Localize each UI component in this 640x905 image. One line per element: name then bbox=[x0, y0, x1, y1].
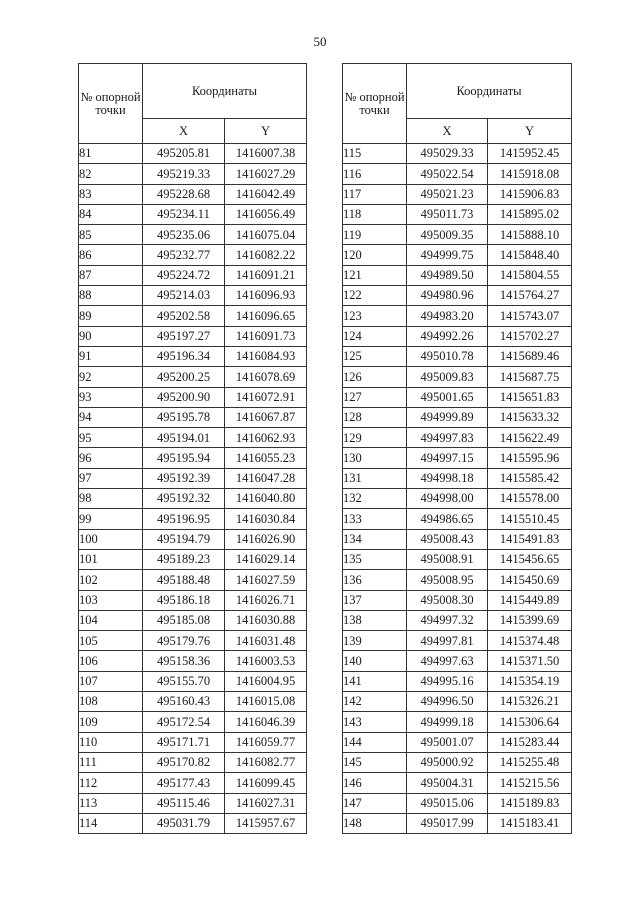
x-coordinate-cell: 495022.54 bbox=[407, 164, 488, 184]
point-number-cell: 88 bbox=[79, 286, 143, 306]
x-coordinate-cell: 495115.46 bbox=[143, 793, 225, 813]
point-number-cell: 148 bbox=[343, 813, 407, 833]
table-row bbox=[343, 346, 572, 366]
y-coordinate-cell: 1416099.45 bbox=[225, 773, 307, 793]
point-number-cell: 101 bbox=[79, 549, 143, 569]
y-coordinate-cell: 1415456.65 bbox=[488, 549, 572, 569]
x-coordinate-cell: 494998.00 bbox=[407, 489, 488, 509]
x-coordinate-cell: 495009.83 bbox=[407, 367, 488, 387]
point-number-cell: 113 bbox=[79, 793, 143, 813]
point-number-cell: 134 bbox=[343, 529, 407, 549]
table-row bbox=[343, 752, 572, 772]
table-row bbox=[343, 509, 572, 529]
table-row bbox=[79, 184, 307, 204]
table-row bbox=[79, 448, 307, 468]
x-coordinate-cell: 495200.90 bbox=[143, 387, 225, 407]
point-number-cell: 114 bbox=[79, 813, 143, 833]
table-body-left bbox=[79, 144, 307, 834]
point-number-cell: 102 bbox=[79, 570, 143, 590]
x-coordinate-cell: 494999.89 bbox=[407, 407, 488, 427]
y-coordinate-cell: 1415585.42 bbox=[488, 468, 572, 488]
x-coordinate-cell: 495158.36 bbox=[143, 651, 225, 671]
x-coordinate-cell: 494997.63 bbox=[407, 651, 488, 671]
x-coordinate-cell: 495224.72 bbox=[143, 265, 225, 285]
y-coordinate-cell: 1415215.56 bbox=[488, 773, 572, 793]
y-coordinate-cell: 1415371.50 bbox=[488, 651, 572, 671]
x-coordinate-cell: 495228.68 bbox=[143, 184, 225, 204]
table-row bbox=[343, 265, 572, 285]
table-row bbox=[343, 489, 572, 509]
x-coordinate-cell: 494997.32 bbox=[407, 610, 488, 630]
x-coordinate-cell: 495189.23 bbox=[143, 549, 225, 569]
y-coordinate-cell: 1415895.02 bbox=[488, 204, 572, 224]
table-row bbox=[343, 306, 572, 326]
point-number-header: № опорной точки bbox=[79, 64, 143, 144]
coordinates-header: Координаты bbox=[143, 64, 307, 119]
y-coordinate-cell: 1416030.88 bbox=[225, 610, 307, 630]
table-row bbox=[343, 286, 572, 306]
table-row bbox=[79, 407, 307, 427]
point-number-cell: 139 bbox=[343, 631, 407, 651]
point-number-cell: 106 bbox=[79, 651, 143, 671]
x-coordinate-cell: 495185.08 bbox=[143, 610, 225, 630]
y-coordinate-cell: 1416056.49 bbox=[225, 204, 307, 224]
table-row bbox=[343, 326, 572, 346]
point-number-cell: 107 bbox=[79, 671, 143, 691]
y-coordinate-cell: 1415689.46 bbox=[488, 346, 572, 366]
point-number-cell: 130 bbox=[343, 448, 407, 468]
x-coordinate-cell: 494997.83 bbox=[407, 428, 488, 448]
point-number-cell: 115 bbox=[343, 144, 407, 164]
x-coordinate-cell: 495029.33 bbox=[407, 144, 488, 164]
table-row bbox=[343, 610, 572, 630]
y-coordinate-cell: 1415374.48 bbox=[488, 631, 572, 651]
x-coordinate-cell: 495188.48 bbox=[143, 570, 225, 590]
table-row bbox=[343, 204, 572, 224]
table-row bbox=[343, 712, 572, 732]
table-row bbox=[79, 671, 307, 691]
y-coordinate-cell: 1416030.84 bbox=[225, 509, 307, 529]
table-row bbox=[343, 367, 572, 387]
y-coordinate-cell: 1415189.83 bbox=[488, 793, 572, 813]
table-row bbox=[343, 407, 572, 427]
table-row bbox=[79, 225, 307, 245]
y-coordinate-cell: 1415888.10 bbox=[488, 225, 572, 245]
x-coordinate-cell: 495195.94 bbox=[143, 448, 225, 468]
x-coordinate-cell: 495008.43 bbox=[407, 529, 488, 549]
table-row bbox=[79, 752, 307, 772]
x-coordinate-cell: 495160.43 bbox=[143, 692, 225, 712]
x-coordinate-cell: 495171.71 bbox=[143, 732, 225, 752]
x-coordinate-cell: 495172.54 bbox=[143, 712, 225, 732]
x-header: X bbox=[407, 119, 488, 144]
x-coordinate-cell: 495010.78 bbox=[407, 346, 488, 366]
y-coordinate-cell: 1416096.65 bbox=[225, 306, 307, 326]
x-coordinate-cell: 495031.79 bbox=[143, 813, 225, 833]
x-coordinate-cell: 494992.26 bbox=[407, 326, 488, 346]
x-coordinate-cell: 495202.58 bbox=[143, 306, 225, 326]
y-coordinate-cell: 1416046.39 bbox=[225, 712, 307, 732]
table-row bbox=[79, 651, 307, 671]
table-row bbox=[79, 813, 307, 833]
point-number-cell: 93 bbox=[79, 387, 143, 407]
y-coordinate-cell: 1415491.83 bbox=[488, 529, 572, 549]
table-row bbox=[343, 570, 572, 590]
point-number-cell: 117 bbox=[343, 184, 407, 204]
x-coordinate-cell: 495008.95 bbox=[407, 570, 488, 590]
point-number-cell: 84 bbox=[79, 204, 143, 224]
x-coordinate-cell: 495001.07 bbox=[407, 732, 488, 752]
point-number-cell: 138 bbox=[343, 610, 407, 630]
table-row bbox=[79, 570, 307, 590]
point-number-cell: 110 bbox=[79, 732, 143, 752]
y-coordinate-cell: 1415764.27 bbox=[488, 286, 572, 306]
point-number-cell: 131 bbox=[343, 468, 407, 488]
y-coordinate-cell: 1416007.38 bbox=[225, 144, 307, 164]
y-coordinate-cell: 1415283.44 bbox=[488, 732, 572, 752]
table-row bbox=[343, 631, 572, 651]
y-coordinate-cell: 1416096.93 bbox=[225, 286, 307, 306]
x-coordinate-cell: 494989.50 bbox=[407, 265, 488, 285]
point-number-cell: 91 bbox=[79, 346, 143, 366]
table-row bbox=[79, 692, 307, 712]
x-coordinate-cell: 495177.43 bbox=[143, 773, 225, 793]
point-number-cell: 129 bbox=[343, 428, 407, 448]
y-coordinate-cell: 1415957.67 bbox=[225, 813, 307, 833]
x-coordinate-cell: 495234.11 bbox=[143, 204, 225, 224]
table-row bbox=[79, 367, 307, 387]
point-number-cell: 104 bbox=[79, 610, 143, 630]
point-number-header: № опорной точки bbox=[343, 64, 407, 144]
point-number-cell: 124 bbox=[343, 326, 407, 346]
point-number-cell: 144 bbox=[343, 732, 407, 752]
point-number-cell: 96 bbox=[79, 448, 143, 468]
x-coordinate-cell: 495017.99 bbox=[407, 813, 488, 833]
table-row bbox=[79, 590, 307, 610]
point-number-cell: 118 bbox=[343, 204, 407, 224]
point-number-cell: 125 bbox=[343, 346, 407, 366]
x-coordinate-cell: 495004.31 bbox=[407, 773, 488, 793]
point-number-cell: 98 bbox=[79, 489, 143, 509]
x-coordinate-cell: 495179.76 bbox=[143, 631, 225, 651]
table-row bbox=[343, 225, 572, 245]
table-row bbox=[79, 164, 307, 184]
y-coordinate-cell: 1416067.87 bbox=[225, 407, 307, 427]
y-coordinate-cell: 1415578.00 bbox=[488, 489, 572, 509]
x-coordinate-cell: 495021.23 bbox=[407, 184, 488, 204]
x-coordinate-cell: 494999.18 bbox=[407, 712, 488, 732]
y-coordinate-cell: 1416055.23 bbox=[225, 448, 307, 468]
y-coordinate-cell: 1416040.80 bbox=[225, 489, 307, 509]
y-coordinate-cell: 1416029.14 bbox=[225, 549, 307, 569]
y-coordinate-cell: 1415255.48 bbox=[488, 752, 572, 772]
y-coordinate-cell: 1415183.41 bbox=[488, 813, 572, 833]
point-number-cell: 83 bbox=[79, 184, 143, 204]
point-number-cell: 123 bbox=[343, 306, 407, 326]
point-number-cell: 109 bbox=[79, 712, 143, 732]
table-row bbox=[79, 428, 307, 448]
point-number-cell: 121 bbox=[343, 265, 407, 285]
x-coordinate-cell: 495219.33 bbox=[143, 164, 225, 184]
x-coordinate-cell: 495195.78 bbox=[143, 407, 225, 427]
x-coordinate-cell: 495015.06 bbox=[407, 793, 488, 813]
y-coordinate-cell: 1416091.21 bbox=[225, 265, 307, 285]
table-row bbox=[79, 265, 307, 285]
y-coordinate-cell: 1416059.77 bbox=[225, 732, 307, 752]
y-coordinate-cell: 1416042.49 bbox=[225, 184, 307, 204]
x-coordinate-cell: 495186.18 bbox=[143, 590, 225, 610]
y-coordinate-cell: 1415906.83 bbox=[488, 184, 572, 204]
x-coordinate-cell: 495192.32 bbox=[143, 489, 225, 509]
table-row bbox=[79, 549, 307, 569]
x-coordinate-cell: 494999.75 bbox=[407, 245, 488, 265]
table-row bbox=[343, 590, 572, 610]
point-number-cell: 108 bbox=[79, 692, 143, 712]
page-number: 50 bbox=[313, 34, 327, 49]
y-coordinate-cell: 1416027.59 bbox=[225, 570, 307, 590]
y-coordinate-cell: 1415633.32 bbox=[488, 407, 572, 427]
y-coordinate-cell: 1415918.08 bbox=[488, 164, 572, 184]
x-coordinate-cell: 494986.65 bbox=[407, 509, 488, 529]
x-coordinate-cell: 494995.16 bbox=[407, 671, 488, 691]
table-row bbox=[343, 529, 572, 549]
table-row bbox=[79, 509, 307, 529]
point-number-cell: 116 bbox=[343, 164, 407, 184]
table-row bbox=[343, 549, 572, 569]
y-coordinate-cell: 1416075.04 bbox=[225, 225, 307, 245]
point-number-cell: 90 bbox=[79, 326, 143, 346]
point-number-cell: 142 bbox=[343, 692, 407, 712]
point-number-cell: 94 bbox=[79, 407, 143, 427]
y-coordinate-cell: 1415399.69 bbox=[488, 610, 572, 630]
y-coordinate-cell: 1415952.45 bbox=[488, 144, 572, 164]
x-coordinate-cell: 495009.35 bbox=[407, 225, 488, 245]
y-coordinate-cell: 1415651.83 bbox=[488, 387, 572, 407]
y-coordinate-cell: 1416082.77 bbox=[225, 752, 307, 772]
x-coordinate-cell: 495000.92 bbox=[407, 752, 488, 772]
table-row bbox=[79, 306, 307, 326]
coordinates-table-right bbox=[342, 63, 572, 834]
x-coordinate-cell: 494997.81 bbox=[407, 631, 488, 651]
point-number-cell: 99 bbox=[79, 509, 143, 529]
x-coordinate-cell: 495001.65 bbox=[407, 387, 488, 407]
y-coordinate-cell: 1415743.07 bbox=[488, 306, 572, 326]
point-number-cell: 81 bbox=[79, 144, 143, 164]
y-coordinate-cell: 1415622.49 bbox=[488, 428, 572, 448]
point-number-cell: 147 bbox=[343, 793, 407, 813]
table-row bbox=[343, 671, 572, 691]
point-number-cell: 135 bbox=[343, 549, 407, 569]
x-coordinate-cell: 494996.50 bbox=[407, 692, 488, 712]
table-row bbox=[343, 793, 572, 813]
point-number-cell: 140 bbox=[343, 651, 407, 671]
point-number-cell: 86 bbox=[79, 245, 143, 265]
point-number-cell: 136 bbox=[343, 570, 407, 590]
table-row bbox=[343, 732, 572, 752]
table-row bbox=[343, 387, 572, 407]
x-coordinate-cell: 495155.70 bbox=[143, 671, 225, 691]
y-coordinate-cell: 1416047.28 bbox=[225, 468, 307, 488]
table-row bbox=[79, 387, 307, 407]
point-number-cell: 145 bbox=[343, 752, 407, 772]
x-coordinate-cell: 495194.79 bbox=[143, 529, 225, 549]
point-number-cell: 95 bbox=[79, 428, 143, 448]
y-coordinate-cell: 1416084.93 bbox=[225, 346, 307, 366]
x-header: X bbox=[143, 119, 225, 144]
table-row bbox=[79, 204, 307, 224]
table-row bbox=[79, 712, 307, 732]
table-row bbox=[79, 793, 307, 813]
table-row bbox=[343, 448, 572, 468]
table-row bbox=[343, 164, 572, 184]
y-coordinate-cell: 1416003.53 bbox=[225, 651, 307, 671]
point-number-cell: 82 bbox=[79, 164, 143, 184]
y-coordinate-cell: 1416026.71 bbox=[225, 590, 307, 610]
y-coordinate-cell: 1416004.95 bbox=[225, 671, 307, 691]
y-coordinate-cell: 1416031.48 bbox=[225, 631, 307, 651]
point-number-cell: 100 bbox=[79, 529, 143, 549]
point-number-cell: 85 bbox=[79, 225, 143, 245]
table-row bbox=[79, 144, 307, 164]
x-coordinate-cell: 495194.01 bbox=[143, 428, 225, 448]
point-number-cell: 137 bbox=[343, 590, 407, 610]
point-number-cell: 89 bbox=[79, 306, 143, 326]
point-number-cell: 122 bbox=[343, 286, 407, 306]
x-coordinate-cell: 495196.95 bbox=[143, 509, 225, 529]
x-coordinate-cell: 495170.82 bbox=[143, 752, 225, 772]
table-row bbox=[79, 245, 307, 265]
y-header: Y bbox=[225, 119, 307, 144]
y-coordinate-cell: 1416027.29 bbox=[225, 164, 307, 184]
y-coordinate-cell: 1415702.27 bbox=[488, 326, 572, 346]
y-coordinate-cell: 1415450.69 bbox=[488, 570, 572, 590]
point-number-cell: 133 bbox=[343, 509, 407, 529]
coordinates-header: Координаты bbox=[407, 64, 572, 119]
table-row bbox=[79, 610, 307, 630]
y-coordinate-cell: 1415306.64 bbox=[488, 712, 572, 732]
y-coordinate-cell: 1416015.08 bbox=[225, 692, 307, 712]
x-coordinate-cell: 494997.15 bbox=[407, 448, 488, 468]
y-coordinate-cell: 1415804.55 bbox=[488, 265, 572, 285]
y-coordinate-cell: 1415595.96 bbox=[488, 448, 572, 468]
y-coordinate-cell: 1415510.45 bbox=[488, 509, 572, 529]
y-coordinate-cell: 1416078.69 bbox=[225, 367, 307, 387]
y-coordinate-cell: 1415449.89 bbox=[488, 590, 572, 610]
point-number-cell: 126 bbox=[343, 367, 407, 387]
x-coordinate-cell: 495008.91 bbox=[407, 549, 488, 569]
point-number-cell: 128 bbox=[343, 407, 407, 427]
table-row bbox=[79, 489, 307, 509]
x-coordinate-cell: 494980.96 bbox=[407, 286, 488, 306]
point-number-cell: 87 bbox=[79, 265, 143, 285]
point-number-cell: 97 bbox=[79, 468, 143, 488]
y-coordinate-cell: 1415848.40 bbox=[488, 245, 572, 265]
table-row bbox=[343, 245, 572, 265]
x-coordinate-cell: 495205.81 bbox=[143, 144, 225, 164]
point-number-cell: 141 bbox=[343, 671, 407, 691]
point-number-cell: 143 bbox=[343, 712, 407, 732]
x-coordinate-cell: 495197.27 bbox=[143, 326, 225, 346]
table-row bbox=[79, 631, 307, 651]
y-coordinate-cell: 1416091.73 bbox=[225, 326, 307, 346]
y-coordinate-cell: 1416027.31 bbox=[225, 793, 307, 813]
point-number-cell: 132 bbox=[343, 489, 407, 509]
table-row bbox=[343, 773, 572, 793]
table-row bbox=[343, 692, 572, 712]
table-row bbox=[79, 286, 307, 306]
x-coordinate-cell: 494983.20 bbox=[407, 306, 488, 326]
table-row bbox=[343, 184, 572, 204]
y-header: Y bbox=[488, 119, 572, 144]
table-row bbox=[79, 529, 307, 549]
y-coordinate-cell: 1415687.75 bbox=[488, 367, 572, 387]
y-coordinate-cell: 1416062.93 bbox=[225, 428, 307, 448]
table-row bbox=[79, 773, 307, 793]
point-number-cell: 105 bbox=[79, 631, 143, 651]
x-coordinate-cell: 495196.34 bbox=[143, 346, 225, 366]
y-coordinate-cell: 1416026.90 bbox=[225, 529, 307, 549]
x-coordinate-cell: 495232.77 bbox=[143, 245, 225, 265]
point-number-cell: 146 bbox=[343, 773, 407, 793]
table-row bbox=[343, 144, 572, 164]
y-coordinate-cell: 1416072.91 bbox=[225, 387, 307, 407]
x-coordinate-cell: 495011.73 bbox=[407, 204, 488, 224]
x-coordinate-cell: 495008.30 bbox=[407, 590, 488, 610]
table-row bbox=[79, 346, 307, 366]
y-coordinate-cell: 1416082.22 bbox=[225, 245, 307, 265]
point-number-cell: 103 bbox=[79, 590, 143, 610]
x-coordinate-cell: 495192.39 bbox=[143, 468, 225, 488]
x-coordinate-cell: 495200.25 bbox=[143, 367, 225, 387]
table-row bbox=[343, 813, 572, 833]
y-coordinate-cell: 1415326.21 bbox=[488, 692, 572, 712]
x-coordinate-cell: 495235.06 bbox=[143, 225, 225, 245]
x-coordinate-cell: 494998.18 bbox=[407, 468, 488, 488]
point-number-cell: 92 bbox=[79, 367, 143, 387]
table-row bbox=[343, 651, 572, 671]
x-coordinate-cell: 495214.03 bbox=[143, 286, 225, 306]
table-row bbox=[79, 732, 307, 752]
point-number-cell: 119 bbox=[343, 225, 407, 245]
point-number-cell: 120 bbox=[343, 245, 407, 265]
table-row bbox=[343, 468, 572, 488]
table-row bbox=[79, 326, 307, 346]
y-coordinate-cell: 1415354.19 bbox=[488, 671, 572, 691]
point-number-cell: 127 bbox=[343, 387, 407, 407]
point-number-cell: 111 bbox=[79, 752, 143, 772]
point-number-cell: 112 bbox=[79, 773, 143, 793]
table-row bbox=[79, 468, 307, 488]
table-body-right bbox=[343, 144, 572, 834]
table-row bbox=[343, 428, 572, 448]
coordinates-table-left bbox=[78, 63, 307, 834]
